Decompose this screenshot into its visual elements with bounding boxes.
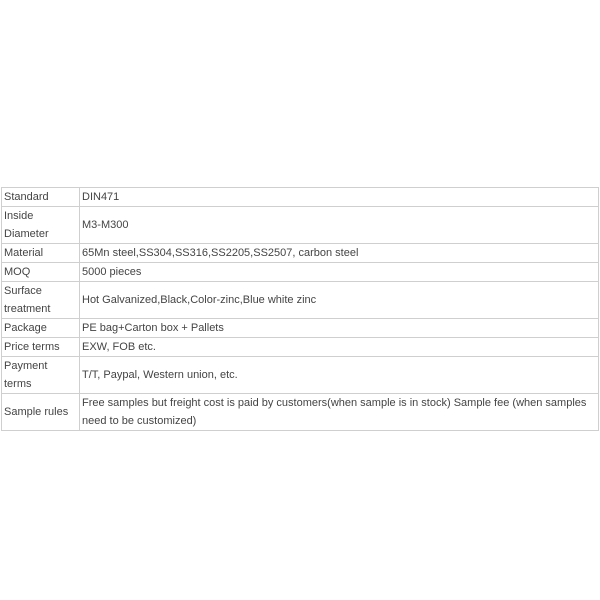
- row-value: DIN471: [80, 188, 599, 207]
- table-row: [2, 357, 599, 394]
- row-label: Price terms: [2, 338, 80, 357]
- row-value: 5000 pieces: [80, 263, 599, 282]
- spec-table: [1, 187, 599, 431]
- row-value: Hot Galvanized,Black,Color-zinc,Blue white zinc: [80, 282, 599, 319]
- row-value: M3-M300: [80, 207, 599, 244]
- row-label: Package: [2, 319, 80, 338]
- table-row: [2, 282, 599, 319]
- row-label: Payment terms: [2, 357, 80, 394]
- row-label: Material: [2, 244, 80, 263]
- row-value: 65Mn steel,SS304,SS316,SS2205,SS2507, carbon steel: [80, 244, 599, 263]
- row-value: EXW, FOB etc.: [80, 338, 599, 357]
- row-label: Standard: [2, 188, 80, 207]
- row-label: Sample rules: [2, 394, 80, 431]
- table-row: [2, 263, 599, 282]
- row-label: Inside Diameter: [2, 207, 80, 244]
- table-row: [2, 319, 599, 338]
- table-row: [2, 338, 599, 357]
- row-label: MOQ: [2, 263, 80, 282]
- table-row: [2, 188, 599, 207]
- table-row: [2, 207, 599, 244]
- row-value: PE bag+Carton box + Pallets: [80, 319, 599, 338]
- row-label: Surface treatment: [2, 282, 80, 319]
- table-row: [2, 394, 599, 431]
- row-value: Free samples but freight cost is paid by customers(when sample is in stock) Sample fee (when samples need to be customized): [80, 394, 599, 431]
- row-value: T/T, Paypal, Western union, etc.: [80, 357, 599, 394]
- table-row: [2, 244, 599, 263]
